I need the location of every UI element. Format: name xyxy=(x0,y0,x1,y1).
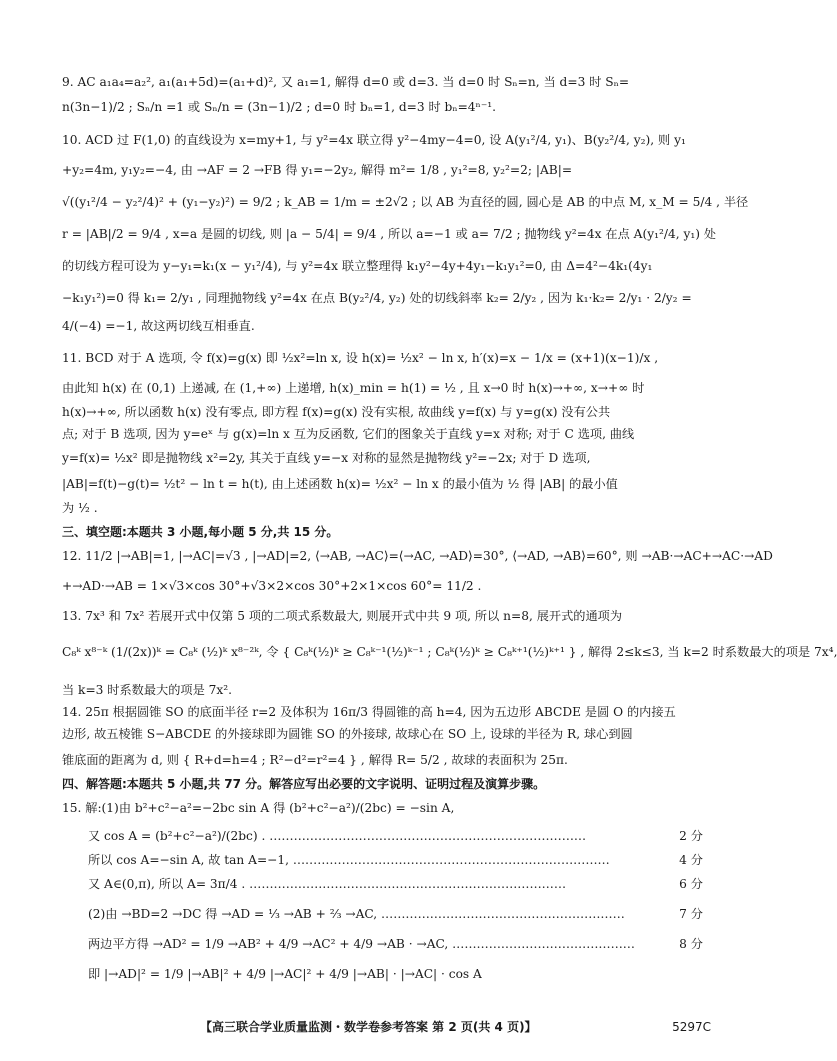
q11-line-4: 点; 对于 B 选项, 因为 y=eˣ 与 g(x)=ln x 互为反函数, 它们的图象关于直线 y=x 对称; 对于 C 选项, 曲线 xyxy=(62,427,635,441)
q10-line-2: +y₂=4m, y₁y₂=−4, 由 →AF = 2 →FB 得 y₁=−2y₂, 解得 m²= 1/8 , y₁²=8, y₂²=2; |AB|= xyxy=(62,163,573,177)
q15-score-2: 2 分 xyxy=(679,829,703,843)
q15-line-6: 两边平方得 →AD² = 1/9 →AB² + 4/9 →AC² + 4/9 →AB · →AC, ……………………………………… xyxy=(88,937,635,951)
q15-line-4: 又 A∈(0,π), 所以 A= 3π/4 . …………………………………………………………………… xyxy=(88,877,567,891)
q11-line-5: y=f(x)= ½x² 即是抛物线 x²=2y, 其关于直线 y=−x 对称的显然是抛物线 y²=−2x; 对于 D 选项, xyxy=(62,451,591,465)
footer-title: 【高三联合学业质量监测・数学卷参考答案 第 2 页(共 4 页)】 xyxy=(200,1020,537,1034)
q11-line-6: |AB|=f(t)−g(t)= ½t² − ln t = h(t), 由上述函数 h(x)= ½x² − ln x 的最小值为 ½ 得 |AB| 的最小值 xyxy=(62,477,618,491)
q15-score-7: 7 分 xyxy=(679,907,703,921)
q15-line-7: 即 |→AD|² = 1/9 |→AB|² + 4/9 |→AC|² + 4/9 |→AB| · |→AC| · cos A xyxy=(88,967,482,981)
q13-line-1: 13. 7x³ 和 7x² 若展开式中仅第 5 项的二项式系数最大, 则展开式中共 9 项, 所以 n=8, 展开式的通项为 xyxy=(62,609,623,623)
q10-line-7: 4/(−4) =−1, 故这两切线互相垂直. xyxy=(62,319,255,333)
q10-line-3: √((y₁²/4 − y₂²/4)² + (y₁−y₂)²) = 9/2 ; k_AB = 1/m = ±2√2 ; 以 AB 为直径的圆, 圆心是 AB 的中点 M, x_M = 5/4 , 半径 xyxy=(62,195,749,209)
q12-line-1: 12. 11/2 |→AB|=1, |→AC|=√3 , |→AD|=2, ⟨→AB, →AC⟩=⟨→AC, →AD⟩=30°, ⟨→AD, →AB⟩=60°, 则 →AB·→AC+→AC·→AD xyxy=(62,549,773,563)
q11-line-3: h(x)→+∞, 所以函数 h(x) 没有零点, 即方程 f(x)=g(x) 没有实根, 故曲线 y=f(x) 与 y=g(x) 没有公共 xyxy=(62,405,611,419)
q14-line-1: 14. 25π 根据圆锥 SO 的底面半径 r=2 及体积为 16π/3 得圆锥的高 h=4, 因为五边形 ABCDE 是圆 O 的内接五 xyxy=(62,705,676,719)
section-answer-heading: 四、解答题:本题共 5 小题,共 77 分。解答应写出必要的文字说明、证明过程及演算步骤。 xyxy=(62,777,546,791)
section-fill-in-heading: 三、填空题:本题共 3 小题,每小题 5 分,共 15 分。 xyxy=(62,525,339,539)
q15-line-3: 所以 cos A=−sin A, 故 tan A=−1, …………………………………………………………………… xyxy=(88,853,610,867)
q9-line-2: n(3n−1)/2 ; Sₙ/n =1 或 Sₙ/n = (3n−1)/2 ; d=0 时 bₙ=1, d=3 时 bₙ=4ⁿ⁻¹. xyxy=(62,100,497,114)
q15-line-2: 又 cos A = (b²+c²−a²)/(2bc) . …………………………………………………………………… xyxy=(88,829,587,843)
q13-line-3: 当 k=3 时系数最大的项是 7x². xyxy=(62,683,233,697)
q10-line-6: −k₁y₁²)=0 得 k₁= 2/y₁ , 同理抛物线 y²=4x 在点 B(y₂²/4, y₂) 处的切线斜率 k₂= 2/y₂ , 因为 k₁·k₂= 2/y₁ · 2/y₂ = xyxy=(62,291,692,305)
q10-line-4: r = |AB|/2 = 9/4 , x=a 是圆的切线, 则 |a − 5/4| = 9/4 , 所以 a=−1 或 a= 7/2 ; 抛物线 y²=4x 在点 A(y₁²/4, y₁) 处 xyxy=(62,227,717,241)
q15-score-8: 8 分 xyxy=(679,937,703,951)
q12-line-2: +→AD·→AB = 1×√3×cos 30°+√3×2×cos 30°+2×1×cos 60°= 11/2 . xyxy=(62,579,482,593)
q14-line-3: 锥底面的距离为 d, 则 { R+d=h=4 ; R²−d²=r²=4 } , 解得 R= 5/2 , 故球的表面积为 25π. xyxy=(62,753,568,767)
q15-score-4: 4 分 xyxy=(679,853,703,867)
q9-line-1: 9. AC a₁a₄=a₂², a₁(a₁+5d)=(a₁+d)², 又 a₁=1, 解得 d=0 或 d=3. 当 d=0 时 Sₙ=n, 当 d=3 时 Sₙ= xyxy=(62,75,630,89)
q13-line-2: C₈ᵏ x⁸⁻ᵏ (1/(2x))ᵏ = C₈ᵏ (½)ᵏ x⁸⁻²ᵏ, 令 { C₈ᵏ(½)ᵏ ≥ C₈ᵏ⁻¹(½)ᵏ⁻¹ ; C₈ᵏ(½)ᵏ ≥ C₈ᵏ⁺¹(½)ᵏ⁺¹ } , 解得 2≤k≤3, 当 k=2 时系数最大的项是 7x⁴, xyxy=(62,645,837,659)
q11-line-7: 为 ½ . xyxy=(62,501,98,515)
q15-score-6: 6 分 xyxy=(679,877,703,891)
page-footer xyxy=(200,1019,711,1035)
q14-line-2: 边形, 故五棱锥 S−ABCDE 的外接球即为圆锥 SO 的外接球, 故球心在 SO 上, 设球的半径为 R, 球心到圆 xyxy=(62,727,633,741)
q15-line-1: 15. 解:(1)由 b²+c²−a²=−2bc sin A 得 (b²+c²−a²)/(2bc) = −sin A, xyxy=(62,801,455,815)
q10-line-5: 的切线方程可设为 y−y₁=k₁(x − y₁²/4), 与 y²=4x 联立整理得 k₁y²−4y+4y₁−k₁y₁²=0, 由 Δ=4²−4k₁(4y₁ xyxy=(62,259,653,273)
footer-code: 5297C xyxy=(672,1020,711,1034)
q11-line-1: 11. BCD 对于 A 选项, 令 f(x)=g(x) 即 ½x²=ln x, 设 h(x)= ½x² − ln x, h′(x)=x − 1/x = (x+1)(x−1)/x , xyxy=(62,351,659,365)
q10-line-1: 10. ACD 过 F(1,0) 的直线设为 x=my+1, 与 y²=4x 联立得 y²−4my−4=0, 设 A(y₁²/4, y₁)、B(y₂²/4, y₂), 则 y₁ xyxy=(62,133,686,147)
q15-line-5: (2)由 →BD=2 →DC 得 →AD = ⅓ →AB + ⅔ →AC, …………………………………………………… xyxy=(88,907,625,921)
q11-line-2: 由此知 h(x) 在 (0,1) 上递减, 在 (1,+∞) 上递增, h(x)_min = h(1) = ½ , 且 x→0 时 h(x)→+∞, x→+∞ 时 xyxy=(62,381,645,395)
